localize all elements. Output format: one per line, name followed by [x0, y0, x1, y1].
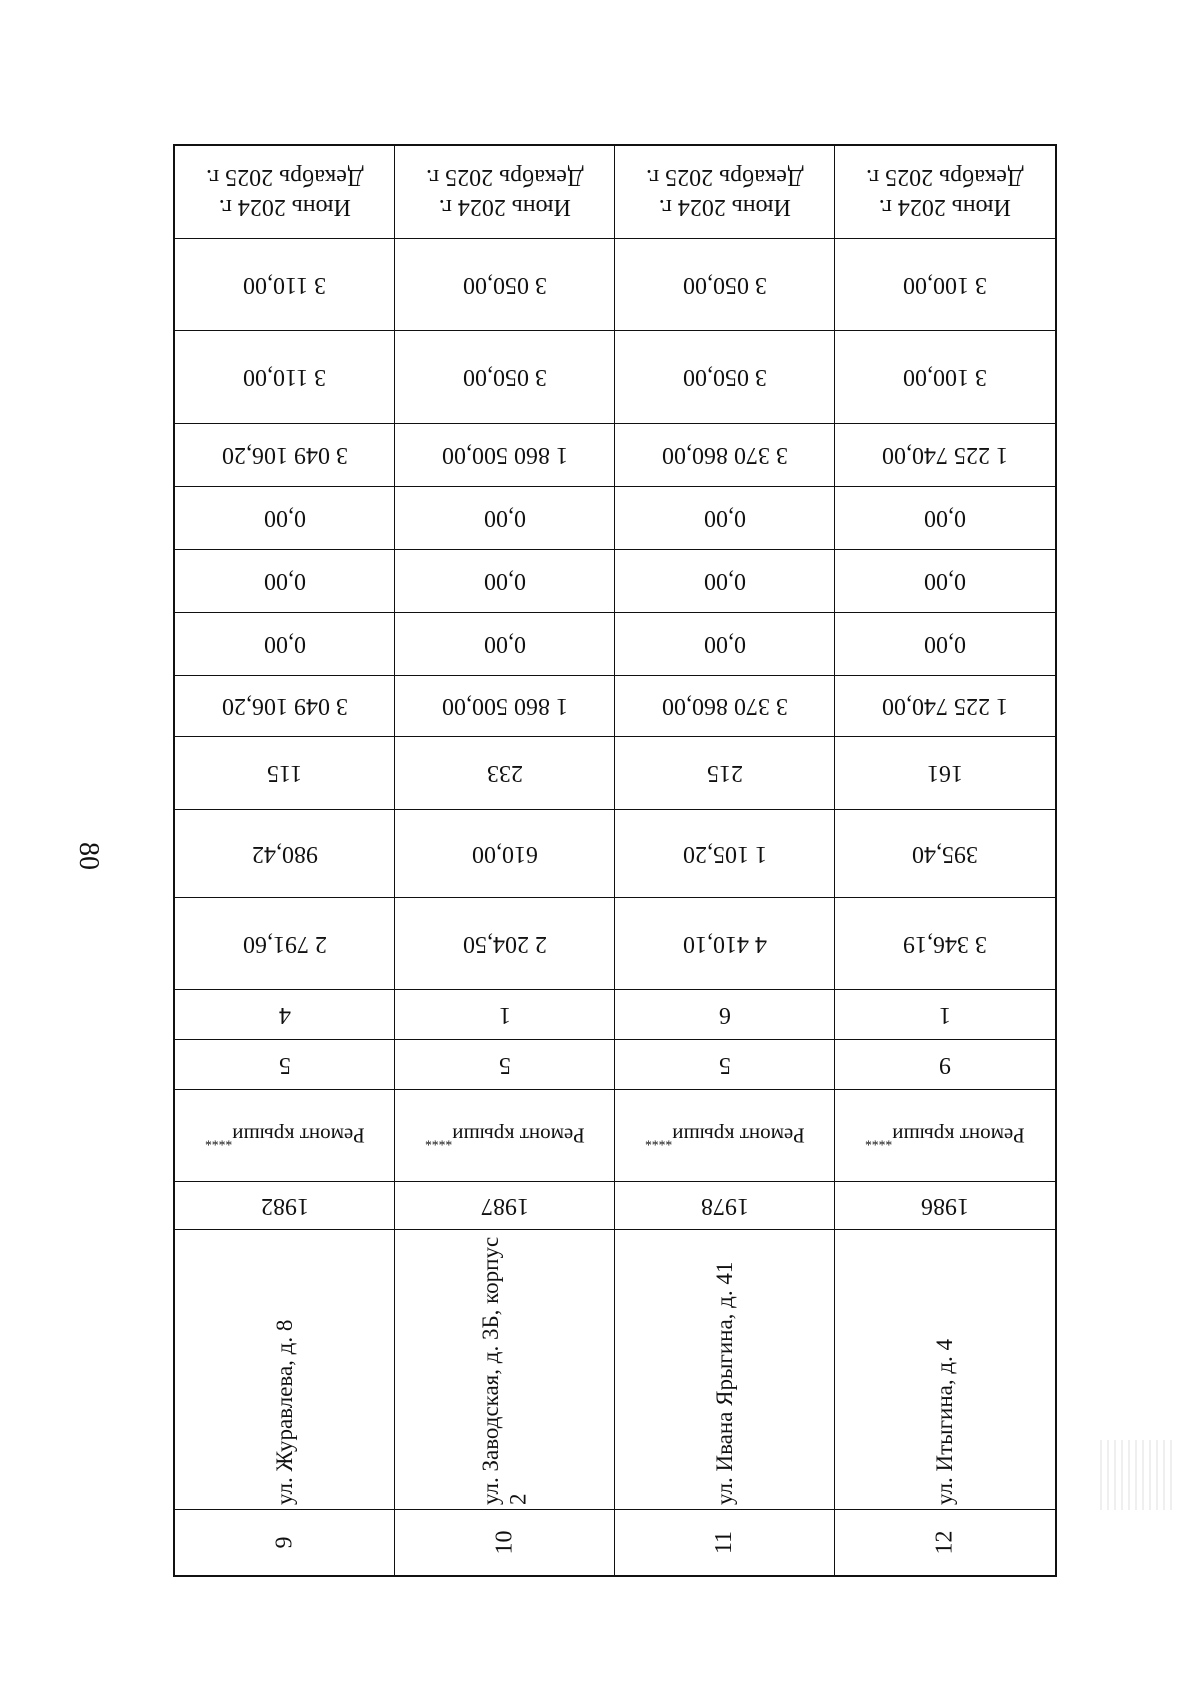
entrances-cell: [395, 990, 614, 1040]
residents: 115: [266, 760, 303, 786]
row-number-cell: [835, 1510, 1055, 1575]
row-number: 11: [710, 1530, 737, 1555]
fund-regional: 0,00: [263, 568, 306, 594]
area-total-cell: [615, 898, 834, 990]
year: 1978: [700, 1192, 749, 1219]
limit-cost: 3 100,00: [903, 271, 987, 298]
area-roof-cell: [835, 810, 1055, 898]
fund-local-cell: [175, 487, 394, 550]
area-total: 2 791,60: [242, 930, 327, 957]
area-total: 2 204,50: [462, 930, 547, 957]
floors: 5: [498, 1051, 511, 1078]
fund-regional: 0,00: [924, 568, 966, 594]
fund-federal-cell: [615, 613, 834, 676]
repair-schedule-table: [173, 144, 1057, 1577]
limit-cost: 3 050,00: [462, 271, 547, 298]
address-cell: [395, 1230, 614, 1510]
period-end: Декабрь 2025 г.: [425, 164, 584, 190]
work-type-cell: [395, 1090, 614, 1182]
residents-cell: [835, 737, 1055, 810]
cost-total: 1 225 740,00: [882, 693, 1008, 719]
year: 1982: [260, 1192, 309, 1219]
area-total: 4 410,10: [682, 930, 767, 957]
period-start: Июнь 2024 г.: [438, 194, 571, 220]
fund-local-cell: [615, 487, 834, 550]
entrances: 1: [939, 1001, 951, 1028]
fund-federal: 0,00: [263, 631, 306, 657]
fund-local: 0,00: [924, 505, 966, 531]
fund-federal-cell: [175, 613, 394, 676]
year-cell: [395, 1182, 614, 1230]
unit-cost-cell: [615, 331, 834, 424]
fund-local: 0,00: [263, 505, 306, 531]
entrances: 1: [498, 1001, 511, 1028]
residents: 161: [927, 760, 963, 786]
address: ул. Заводская, д. 3Б, корпус 2: [477, 1236, 531, 1505]
table-row: [615, 146, 835, 1575]
fund-owners: 3 049 106,20: [221, 442, 348, 468]
row-number: 9: [271, 1536, 297, 1549]
period-cell: [395, 146, 614, 239]
entrances-cell: [175, 990, 394, 1040]
fund-local: 0,00: [483, 505, 526, 531]
entrances-cell: [615, 990, 834, 1040]
fund-owners-cell: [615, 424, 834, 487]
fund-regional-cell: [615, 550, 834, 613]
table-row: [175, 146, 395, 1575]
row-number-cell: [395, 1510, 614, 1575]
area-roof-cell: [395, 810, 614, 898]
limit-cost-cell: [615, 239, 834, 331]
area-roof-cell: [175, 810, 394, 898]
area-roof: 610,00: [471, 840, 538, 867]
limit-cost: 3 050,00: [682, 271, 767, 298]
work-footnote-mark: ****: [204, 1133, 232, 1149]
fund-owners: 1 860 500,00: [441, 442, 568, 468]
fund-local-cell: [395, 487, 614, 550]
residents-cell: [615, 737, 834, 810]
period-end: Декабрь 2025 г.: [205, 164, 364, 190]
work-footnote-mark: ****: [424, 1133, 452, 1149]
unit-cost: 3 050,00: [462, 364, 547, 390]
limit-cost-cell: [395, 239, 614, 331]
year-cell: [835, 1182, 1055, 1230]
fund-local: 0,00: [703, 505, 746, 531]
period-start: Июнь 2024 г.: [218, 194, 351, 220]
floors: 5: [718, 1051, 731, 1078]
cost-total-cell: [615, 676, 834, 737]
address: ул. Итыгина, д. 4: [932, 1338, 958, 1505]
fund-federal-cell: [395, 613, 614, 676]
work-type: Ремонт крыши: [231, 1123, 365, 1148]
unit-cost-cell: [395, 331, 614, 424]
cost-total-cell: [395, 676, 614, 737]
unit-cost: 3 050,00: [682, 364, 767, 390]
period-end: Декабрь 2025 г.: [866, 164, 1024, 190]
entrances: 6: [718, 1001, 731, 1028]
fund-regional-cell: [175, 550, 394, 613]
fund-regional-cell: [835, 550, 1055, 613]
unit-cost: 3 100,00: [903, 364, 987, 390]
fund-owners: 1 225 740,00: [882, 442, 1008, 468]
limit-cost-cell: [175, 239, 394, 331]
year: 1987: [480, 1192, 529, 1219]
fund-regional-cell: [395, 550, 614, 613]
work-footnote-mark: ****: [865, 1133, 893, 1149]
period-cell: [175, 146, 394, 239]
page-number: 80: [73, 842, 104, 870]
fund-owners-cell: [395, 424, 614, 487]
period-cell: [835, 146, 1055, 239]
fund-regional: 0,00: [483, 568, 526, 594]
address: ул. Ивана Ярыгина, д. 41: [711, 1261, 737, 1505]
period-cell: [615, 146, 834, 239]
address: ул. Журавлева, д. 8: [271, 1319, 297, 1505]
cost-total: 3 370 860,00: [661, 693, 788, 719]
work-type-cell: [615, 1090, 834, 1182]
address-cell: [835, 1230, 1055, 1510]
residents: 233: [486, 760, 523, 786]
work-type: Ремонт крыши: [451, 1123, 585, 1148]
period-start: Июнь 2024 г.: [658, 194, 791, 220]
area-total: 3 346,19: [903, 930, 987, 957]
floors-cell: [175, 1040, 394, 1090]
fund-federal: 0,00: [483, 631, 526, 657]
scan-stamp-mark: [1100, 1440, 1175, 1510]
fund-federal: 0,00: [703, 631, 746, 657]
address-cell: [615, 1230, 834, 1510]
fund-regional: 0,00: [703, 568, 746, 594]
row-number: 10: [491, 1530, 517, 1555]
work-type-cell: [175, 1090, 394, 1182]
fund-owners-cell: [175, 424, 394, 487]
area-roof: 395,40: [912, 840, 978, 867]
residents: 215: [706, 760, 743, 786]
table-row: [395, 146, 615, 1575]
floors-cell: [395, 1040, 614, 1090]
area-total-cell: [835, 898, 1055, 990]
cost-total-cell: [835, 676, 1055, 737]
row-number: 12: [931, 1530, 958, 1555]
cost-total: 1 860 500,00: [441, 693, 568, 719]
work-footnote-mark: ****: [644, 1133, 672, 1149]
year-cell: [615, 1182, 834, 1230]
unit-cost-cell: [835, 331, 1055, 424]
year: 1986: [921, 1192, 969, 1219]
row-number-cell: [615, 1510, 834, 1575]
unit-cost-cell: [175, 331, 394, 424]
residents-cell: [395, 737, 614, 810]
area-roof: 1 105,20: [682, 840, 767, 867]
address-cell: [175, 1230, 394, 1510]
fund-local-cell: [835, 487, 1055, 550]
row-number-cell: [175, 1510, 394, 1575]
floors-cell: [615, 1040, 834, 1090]
period-start: Июнь 2024 г.: [878, 194, 1012, 220]
area-roof: 980,42: [251, 840, 318, 867]
year-cell: [175, 1182, 394, 1230]
fund-owners-cell: [835, 424, 1055, 487]
cost-total-cell: [175, 676, 394, 737]
work-type: Ремонт крыши: [671, 1123, 805, 1148]
area-roof-cell: [615, 810, 834, 898]
fund-owners: 3 370 860,00: [661, 442, 788, 468]
floors-cell: [835, 1040, 1055, 1090]
area-total-cell: [395, 898, 614, 990]
area-total-cell: [175, 898, 394, 990]
table-row: [835, 146, 1055, 1575]
period-end: Декабрь 2025 г.: [645, 164, 804, 190]
work-type: Ремонт крыши: [892, 1123, 1025, 1148]
unit-cost: 3 110,00: [242, 364, 327, 390]
work-type-cell: [835, 1090, 1055, 1182]
floors: 5: [278, 1051, 291, 1078]
entrances: 4: [278, 1001, 291, 1028]
entrances-cell: [835, 990, 1055, 1040]
cost-total: 3 049 106,20: [221, 693, 348, 719]
residents-cell: [175, 737, 394, 810]
limit-cost: 3 110,00: [242, 271, 327, 298]
limit-cost-cell: [835, 239, 1055, 331]
floors: 9: [939, 1051, 951, 1078]
fund-federal: 0,00: [924, 631, 966, 657]
fund-federal-cell: [835, 613, 1055, 676]
